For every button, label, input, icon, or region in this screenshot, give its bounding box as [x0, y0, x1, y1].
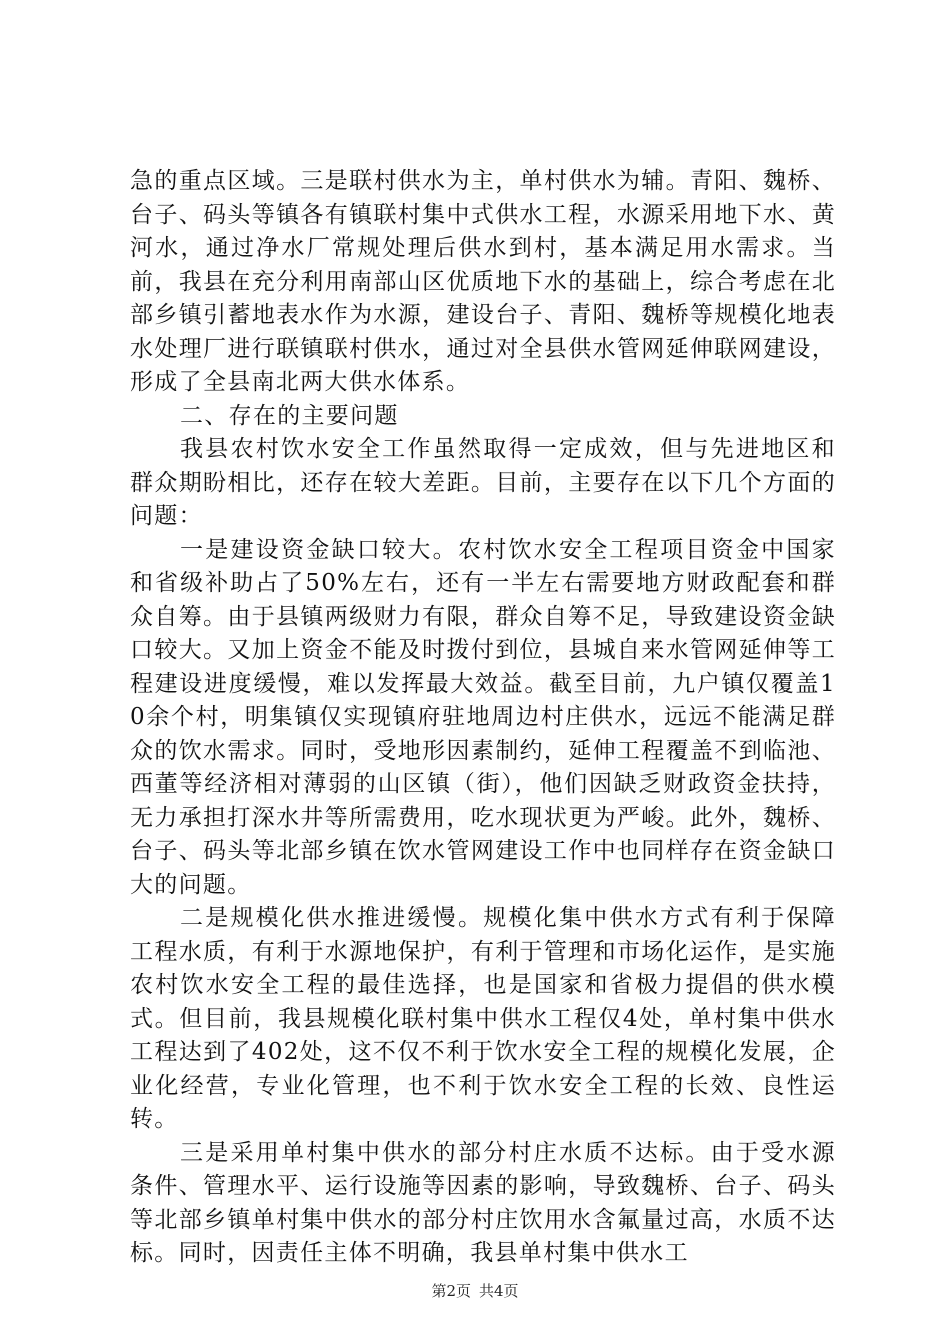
paragraph-continuation: 急的重点区域。三是联村供水为主，单村供水为辅。青阳、魏桥、台子、码头等镇各有镇联村集中式供水工程，水源采用地下水、黄河水，通过净水厂常规处理后供水到村，基本满足用水需求。当前，我县在充分利用南部山区优质地下水的基础上，综合考虑在北部乡镇引蓄地表水作为水源，建设台子、青阳、魏桥等规模化地表水处理厂进行联镇联村供水，通过对全县供水管网延伸联网建设，形成了全县南北两大供水体系。 — [130, 168, 836, 395]
paragraph-water-quality: 三是采用单村集中供水的部分村庄水质不达标。由于受水源条件、管理水平、运行设施等因素的影响，导致魏桥、台子、码头等北部乡镇单村集中供水的部分村庄饮用水含氟量过高，水质不达标。同时，因责任主体不明确，我县单村集中供水工 — [130, 1139, 836, 1266]
paragraph-intro: 我县农村饮水安全工作虽然取得一定成效，但与先进地区和群众期盼相比，还存在较大差距。目前，主要存在以下几个方面的问题： — [130, 436, 836, 529]
paragraph-scale-supply: 二是规模化供水推进缓慢。规模化集中供水方式有利于保障工程水质，有利于水源地保护，有利于管理和市场化运作，是实施农村饮水安全工程的最佳选择，也是国家和省极力提倡的供水模式。但目前，我县规模化联村集中供水工程仅4处，单村集中供水工程达到了402处，这不仅不利于饮水安全工程的规模化发展，企业化经营，专业化管理，也不利于饮水安全工程的长效、良性运转。 — [130, 905, 836, 1132]
page-total: 共4页 — [479, 1282, 519, 1300]
document-body — [130, 165, 836, 1271]
paragraph-funding-gap: 一是建设资金缺口较大。农村饮水安全工程项目资金中国家和省级补助占了50%左右，还有一半左右需要地方财政配套和群众自筹。由于县镇两级财力有限，群众自筹不足，导致建设资金缺口较大。又加上资金不能及时拨付到位，县城自来水管网延伸等工程建设进度缓慢，难以发挥最大效益。截至目前，九户镇仅覆盖10余个村，明集镇仅实现镇府驻地周边村庄供水，远远不能满足群众的饮水需求。同时，受地形因素制约，延伸工程覆盖不到临池、西董等经济相对薄弱的山区镇（街），他们因缺乏财政资金扶持，无力承担打深水井等所需费用，吃水现状更为严峻。此外，魏桥、台子、码头等北部乡镇在饮水管网建设工作中也同样存在资金缺口大的问题。 — [130, 536, 836, 898]
page-footer — [0, 1281, 950, 1301]
section-heading: 二、存在的主要问题 — [180, 402, 399, 429]
page-number: 第2页 — [431, 1282, 471, 1300]
